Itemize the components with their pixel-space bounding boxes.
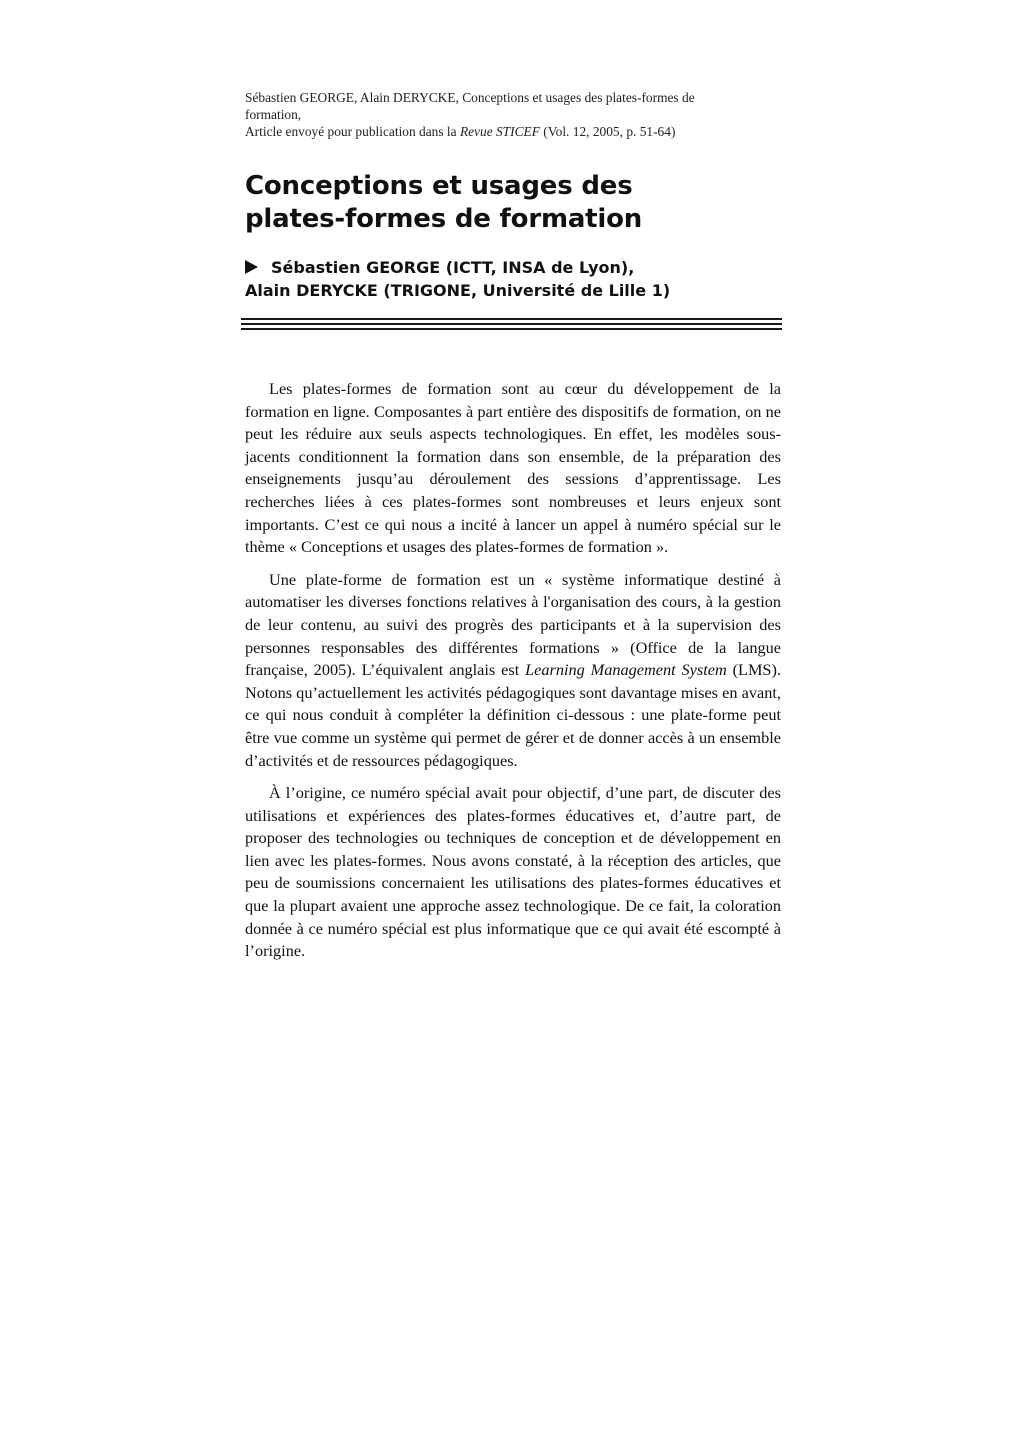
citation-line-1: Sébastien GEORGE, Alain DERYCKE, Conceptions et usages des plates-formes de: [245, 90, 695, 105]
separator-rule-1: [241, 318, 782, 320]
body-paragraph-1: Les plates-formes de formation sont au cœur du développement de la formation en ligne. Composantes à part entière des dispositifs de formation, on ne peut les réduire aux seuls aspects technologiques. En effet, les modèles sous-jacents conditionnent la formation dans son ensemble, de la préparation des enseignements jusqu’au déroulement des sessions d’apprentissage. Les recherches liées à ces plates-formes sont nombreuses et leurs enjeux sont importants. C’est ce qui nous a incité à lancer un appel à numéro spécial sur le thème « Conceptions et usages des plates-formes de formation ».: [245, 379, 781, 557]
title-separator: [241, 318, 782, 334]
citation-suffix: (Vol. 12, 2005, p. 51-64): [539, 124, 676, 139]
body-paragraph-3: À l’origine, ce numéro spécial avait pour objectif, d’une part, de discuter des utilisations et expériences des plates-formes éducatives et, d’autre part, de proposer des technologies ou techniques de conception et de développement en lien avec les plates-formes. Nous avons constaté, à la réception des articles, que peu de soumissions concernaient les utilisations des plates-formes éducatives et que la plupart avaient une approche assez technologique. De ce fait, la coloration donnée à ce numéro spécial est plus informatique que ce qui avait été escompté à l’origine.: [245, 783, 781, 961]
separator-rule-3: [241, 328, 782, 330]
triangle-bullet-icon: [245, 260, 258, 274]
author-block: [245, 256, 785, 302]
body-paragraph-2: [245, 569, 781, 772]
article-title: [245, 170, 785, 236]
lms-term: Learning Management System: [525, 660, 727, 680]
title-line-2: plates-formes de formation: [245, 204, 643, 234]
author-1: Sébastien GEORGE (ICTT, INSA de Lyon),: [271, 258, 635, 277]
separator-rule-2: [241, 323, 782, 325]
title-line-1: Conceptions et usages des: [245, 171, 633, 201]
paragraph-2-text-a: Une plate-forme de formation est un « système informatique destiné à automatiser les diverses fonctions relatives à l'organisation des cours, à la gestion de leur contenu, au suivi des progrès des participants et à la supervision des personnes responsables des différentes formations » (Office de la langue française, 2005). L’équivalent anglais est: [245, 569, 781, 680]
journal-name: Revue STICEF: [459, 124, 540, 139]
author-line-1: [245, 256, 785, 279]
paragraph-2-text-b: (LMS). Notons qu’actuellement les activités pédagogiques sont davantage mises en avant, ce qui nous conduit à compléter la définition ci-dessous : une plate-forme peut être vue comme un système qui permet de gérer et de donner accès à un ensemble d’activités et de ressources pédagogiques.: [245, 660, 781, 770]
author-2: Alain DERYCKE (TRIGONE, Université de Lille 1): [245, 281, 671, 300]
citation-line-3: [245, 123, 725, 140]
citation-header: [245, 89, 725, 140]
citation-line-2: formation,: [245, 107, 302, 122]
citation-prefix: Article envoyé pour publication dans la: [245, 124, 460, 139]
article-body: [245, 378, 781, 973]
